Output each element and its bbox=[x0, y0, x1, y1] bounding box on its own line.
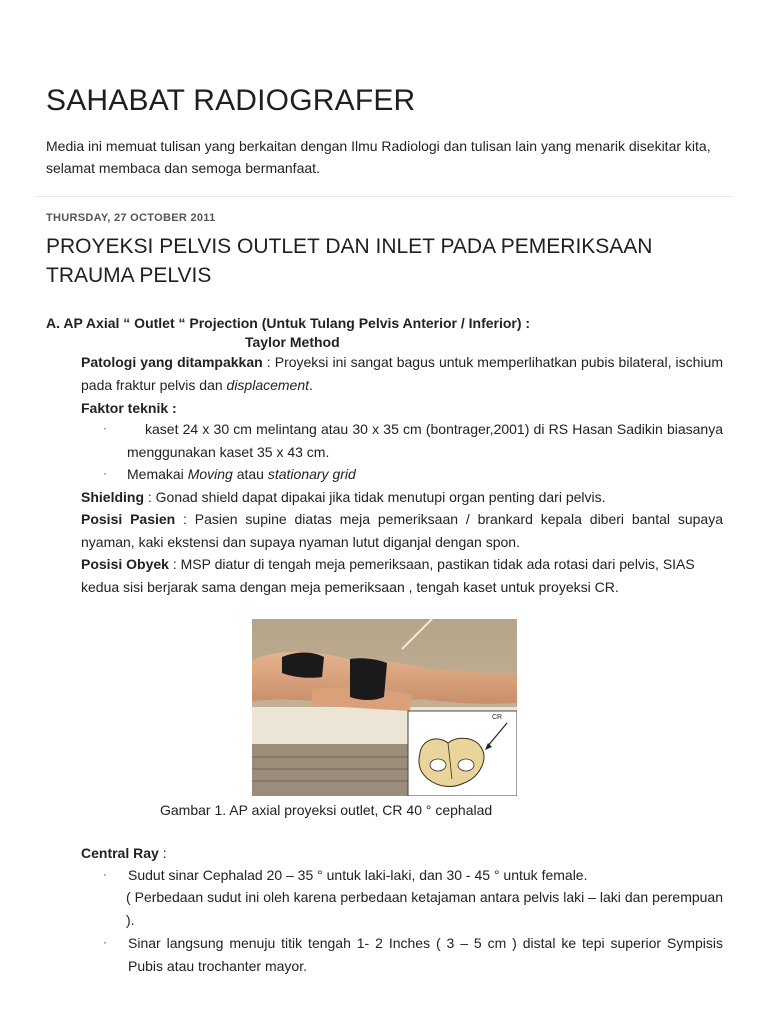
inset-cr-label: CR bbox=[492, 714, 503, 721]
blog-description: Media ini memuat tulisan yang berkaitan dengan Ilmu Radiologi dan tulisan lain yang menarik disekitar kita, selamat membaca dan semoga bermanfaat. bbox=[46, 138, 711, 176]
post-date: THURSDAY, 27 OCTOBER 2011 bbox=[46, 212, 216, 224]
figure-image bbox=[252, 619, 517, 796]
shielding-label: Shielding bbox=[81, 489, 144, 505]
central-ray-heading bbox=[81, 842, 167, 865]
section-heading bbox=[46, 312, 726, 335]
posisi-obyek-text: : MSP diatur di tengah meja pemeriksaan, pastikan tidak ada rotasi dari pelvis, SIAS kedua sisi berjarak sama dengan meja pemeriksaan , tengah kaset untuk proyeksi CR. bbox=[81, 556, 695, 595]
faktor-teknik-item-2 bbox=[127, 463, 723, 486]
bullet-dot: · bbox=[103, 466, 107, 480]
central-ray-label: Central Ray bbox=[81, 845, 159, 861]
swimwear-top bbox=[282, 653, 324, 678]
patologi-label: Patologi yang ditampakkan bbox=[81, 354, 263, 370]
shielding-text: : Gonad shield dapat dipakai jika tidak menutupi organ penting dari pelvis. bbox=[144, 489, 606, 505]
faktor-teknik-label: Faktor teknik : bbox=[81, 400, 177, 416]
posisi-obyek-label: Posisi Obyek bbox=[81, 556, 169, 572]
swimwear-bottom bbox=[350, 658, 387, 700]
item2-italic-grid: stationary grid bbox=[267, 466, 356, 482]
central-ray-colon: : bbox=[158, 845, 167, 861]
patologi-italic: displacement bbox=[226, 376, 310, 393]
bullet-dot: · bbox=[103, 935, 107, 949]
central-ray-item-2: Sinar langsung menuju titik tengah 1- 2 Inches ( 3 – 5 cm ) distal ke tepi superior Sympisis Pubis atau trochanter mayor. bbox=[128, 935, 723, 974]
central-ray-item-1-line-1: Sudut sinar Cephalad 20 – 35 ° untuk laki-laki, dan 30 - 45 ° untuk female. bbox=[128, 867, 588, 883]
method-heading-text: Taylor Method bbox=[245, 334, 340, 350]
section-heading-text: A. AP Axial “ Outlet “ Projection (Untuk Tulang Pelvis Anterior / Inferior) : bbox=[46, 315, 531, 331]
post-title[interactable]: PROYEKSI PELVIS OUTLET DAN INLET PADA PEMERIKSAAN TRAUMA PELVIS bbox=[46, 235, 653, 287]
patient-photo-illustration bbox=[252, 619, 517, 796]
blog-title[interactable]: SAHABAT RADIOGRAFER bbox=[46, 84, 416, 117]
bullet-dot: · bbox=[103, 867, 107, 881]
figure-caption: Gambar 1. AP axial proyeksi outlet, CR 40 ° cephalad bbox=[160, 802, 493, 818]
faktor-teknik-heading bbox=[81, 397, 177, 420]
item2-italic-moving: Moving bbox=[187, 466, 233, 482]
patologi-end: . bbox=[309, 376, 313, 393]
bullet-dot: · bbox=[103, 421, 107, 435]
item2-text-b: atau bbox=[232, 466, 268, 482]
header-divider bbox=[36, 196, 732, 197]
central-ray-item-1-line-2: ( Perbedaan sudut ini oleh karena perbedaan ketajaman antara pelvis laki – laki dan perempuan ). bbox=[126, 889, 723, 928]
item2-text-a: Memakai bbox=[127, 466, 188, 482]
posisi-obyek-paragraph bbox=[81, 553, 723, 598]
posisi-pasien-label: Posisi Pasien bbox=[81, 511, 176, 527]
faktor-teknik-item-1: kaset 24 x 30 cm melintang atau 30 x 35 cm (bontrager,2001) di RS Hasan Sadikin biasanya menggunakan kaset 35 x 43 cm. bbox=[127, 421, 723, 460]
patologi-text: : Proyeksi ini sangat bagus untuk memperlihatkan pubis bilateral, ischium pada fraktur pelvis dan bbox=[81, 354, 724, 393]
patologi-paragraph bbox=[81, 351, 723, 396]
posisi-pasien-text: : Pasien supine diatas meja pemeriksaan / brankard kepala diberi bantal supaya nyaman, kaki ekstensi dan supaya nyaman lutut diganjal dengan spon. bbox=[81, 511, 723, 550]
posisi-pasien-paragraph bbox=[81, 508, 723, 553]
shielding-paragraph bbox=[81, 486, 723, 509]
